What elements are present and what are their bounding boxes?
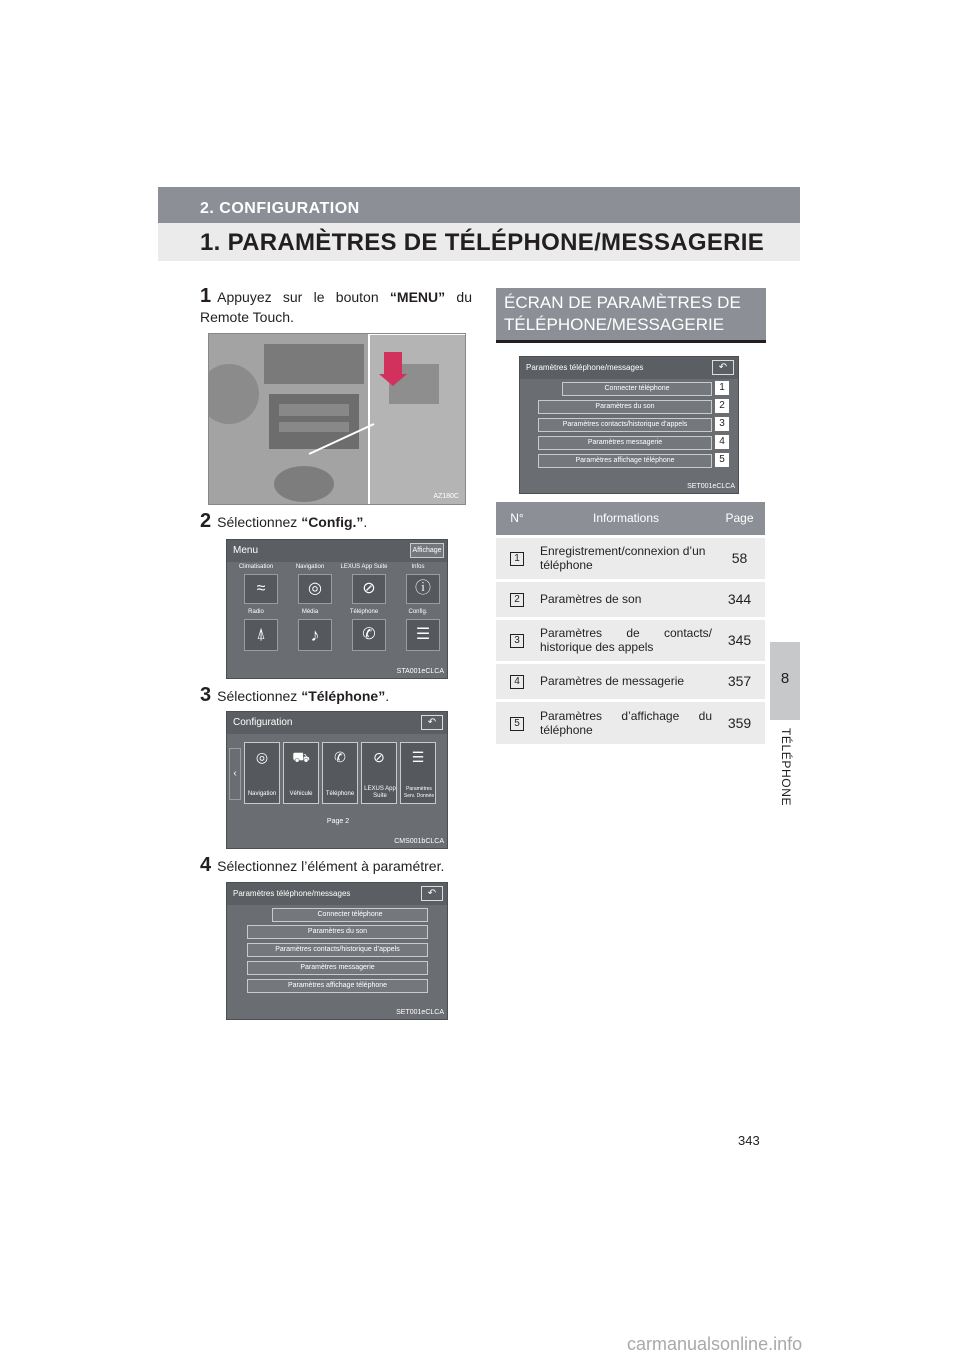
image-caption: SET001eCLCA: [396, 1009, 444, 1016]
display-settings-button[interactable]: Paramètres affichage téléphone: [247, 979, 428, 993]
callout-number: 2: [715, 399, 729, 413]
table-row: [496, 536, 765, 580]
step-4: 4 Sélectionnez l’élément à paramétrer.: [200, 854, 445, 876]
callout-number: 3: [715, 417, 729, 431]
menu-screen: [226, 539, 448, 679]
callout-number: 4: [715, 435, 729, 449]
menu-label-navigation: Navigation: [295, 564, 325, 570]
table-row: [496, 662, 765, 700]
page-title: 1. PARAMÈTRES DE TÉLÉPHONE/MESSAGERIE: [200, 229, 765, 256]
navigation-icon[interactable]: ◎: [298, 574, 332, 604]
phone-icon[interactable]: ✆: [352, 619, 386, 651]
menu-label-media: Média: [301, 609, 319, 615]
row-info: Paramètres de messagerie: [538, 662, 714, 700]
page-number: 343: [738, 1133, 760, 1148]
row-number: 5: [510, 717, 524, 731]
step-3: 3 Sélectionnez “Téléphone”.: [200, 684, 390, 706]
back-arrow-icon[interactable]: ↶: [712, 360, 734, 375]
step-1: 1 Appuyez sur le bouton “MENU” du Remote Touch.: [200, 285, 472, 325]
config-item-vehicule[interactable]: ⛟ Véhicule: [283, 742, 319, 804]
settings-table: [496, 502, 765, 744]
sound-settings-button[interactable]: Paramètres du son: [247, 925, 428, 939]
phone-settings-screen: [226, 882, 448, 1020]
step-number: 1: [200, 285, 212, 307]
row-page[interactable]: 58: [714, 536, 765, 580]
messaging-settings-button[interactable]: Paramètres messagerie: [247, 961, 428, 975]
row-number: 2: [510, 593, 524, 607]
screen-title: Menu: [233, 545, 259, 556]
menu-label-infos: Infos: [411, 564, 425, 570]
remote-touch-photo: [208, 333, 466, 505]
screen-title: Paramètres téléphone/messages: [233, 889, 351, 898]
back-arrow-icon[interactable]: ↶: [421, 715, 443, 730]
connect-phone-button[interactable]: Connecter téléphone: [562, 382, 712, 396]
image-caption: STA001eCLCA: [396, 668, 444, 675]
step-number: 4: [200, 854, 212, 876]
messaging-settings-button[interactable]: Paramètres messagerie: [538, 436, 712, 450]
step-number: 2: [200, 510, 212, 532]
config-item-app-suite[interactable]: ⊘ LEXUS App Suite: [361, 742, 397, 804]
config-item-navigation[interactable]: ◎ Navigation: [244, 742, 280, 804]
settings-icon[interactable]: ☰: [406, 619, 440, 651]
display-settings-button[interactable]: Paramètres affichage téléphone: [538, 454, 712, 468]
column-header: N°: [496, 502, 538, 536]
connect-phone-button[interactable]: Connecter téléphone: [272, 908, 428, 922]
section-rule: [496, 340, 766, 343]
row-info: Paramètres de son: [538, 580, 714, 618]
settings-icon: ☰: [411, 749, 425, 765]
phone-settings-screen-numbered: [519, 356, 739, 494]
table-row: [496, 580, 765, 618]
menu-label-telephone: Téléphone: [349, 609, 379, 615]
row-number: 4: [510, 675, 524, 689]
radio-antenna-icon[interactable]: ⍋: [244, 619, 278, 651]
row-info: Enregistrement/connexion d’un téléphone: [538, 536, 714, 580]
lexus-logo-icon[interactable]: ⊘: [352, 574, 386, 604]
chevron-left-icon[interactable]: ‹: [229, 748, 241, 800]
menu-label-config: Config.: [408, 609, 428, 615]
image-caption: AZ180C: [433, 493, 459, 500]
step-2: 2 Sélectionnez “Config.”.: [200, 510, 368, 532]
row-page[interactable]: 344: [714, 580, 765, 618]
watermark: carmanualsonline.info: [627, 1334, 803, 1354]
affichage-button[interactable]: Affichage: [410, 543, 444, 558]
navigation-icon: ◎: [255, 749, 269, 765]
section-heading: ÉCRAN DE PARAMÈTRES DE TÉLÉPHONE/MESSAGERIE: [496, 288, 766, 342]
callout-number: 5: [715, 453, 729, 467]
chapter-tab[interactable]: [770, 642, 800, 720]
table-row: [496, 618, 765, 662]
menu-label-radio: Radio: [248, 609, 264, 615]
phone-icon: ✆: [334, 749, 346, 765]
image-caption: SET001eCLCA: [687, 483, 735, 490]
row-info: Paramètres de contacts/ historique des appels: [538, 618, 714, 662]
row-number: 3: [510, 634, 524, 648]
page-indicator: Page 2: [326, 818, 350, 825]
menu-label-app-suite: LEXUS App Suite: [340, 564, 388, 570]
column-header: Page: [714, 502, 765, 536]
image-caption: CMS001bCLCA: [394, 838, 444, 845]
row-page[interactable]: 359: [714, 700, 765, 744]
sound-settings-button[interactable]: Paramètres du son: [538, 400, 712, 414]
back-arrow-icon[interactable]: ↶: [421, 886, 443, 901]
screen-title: Configuration: [233, 717, 293, 728]
chapter-label: TÉLÉPHONE: [779, 728, 793, 807]
lexus-logo-icon: ⊘: [373, 749, 385, 765]
step-number: 3: [200, 684, 212, 706]
config-item-telephone[interactable]: ✆ Téléphone: [322, 742, 358, 804]
config-screen: [226, 711, 448, 849]
info-icon[interactable]: ⓘ: [406, 574, 440, 604]
contacts-settings-button[interactable]: Paramètres contacts/historique d’appels: [538, 418, 712, 432]
row-page[interactable]: 345: [714, 618, 765, 662]
climate-icon[interactable]: ≈: [244, 574, 278, 604]
callout-number: 1: [715, 381, 729, 395]
car-icon: ⛟: [292, 749, 310, 765]
table-header-row: [496, 502, 765, 536]
column-header: Informations: [538, 502, 714, 536]
row-page[interactable]: 357: [714, 662, 765, 700]
section-label: 2. CONFIGURATION: [200, 200, 360, 217]
row-number: 1: [510, 552, 524, 566]
row-info: Paramètres d’affichage du téléphone: [538, 700, 714, 744]
contacts-settings-button[interactable]: Paramètres contacts/historique d’appels: [247, 943, 428, 957]
car-interior-illustration: [209, 334, 466, 505]
config-item-data-services[interactable]: ☰ Paramètres Serv. Donnée: [400, 742, 436, 804]
chapter-number: 8: [780, 670, 790, 687]
menu-label-climatisation: Climatisation: [238, 564, 274, 570]
table-row: [496, 700, 765, 744]
music-note-icon[interactable]: ♪: [298, 619, 332, 651]
screen-title: Paramètres téléphone/messages: [526, 363, 644, 372]
